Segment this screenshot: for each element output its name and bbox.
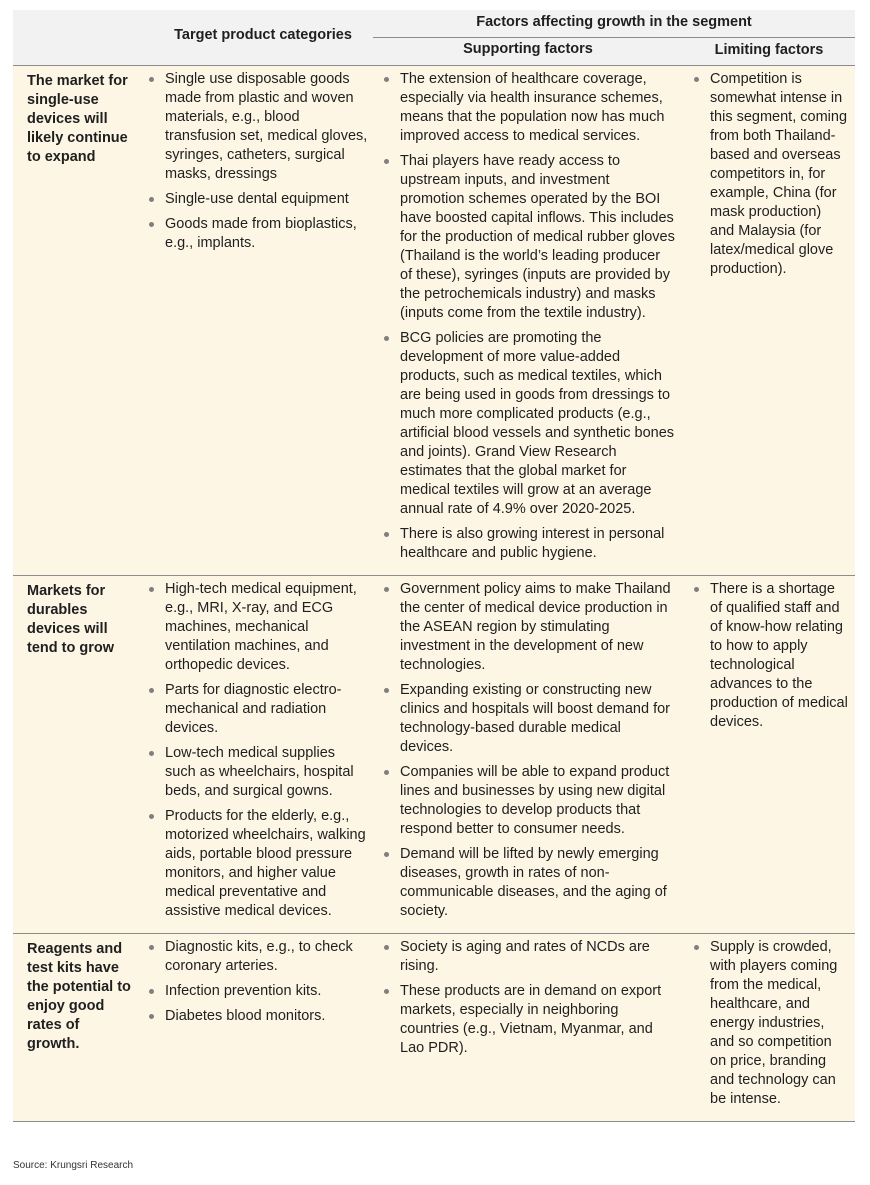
list-item: Companies will be able to expand product lines and businesses by using new digital technologies to develop products that respond better to consumer needs. [372,763,676,839]
supporting-factors-cell [372,66,682,575]
target-categories-cell [137,66,372,575]
list-item: These products are in demand on export markets, especially in neighboring countries (e.g., Vietnam, Myanmar, and Lao PDR). [372,982,676,1058]
supporting-factors-cell [372,934,682,1121]
header-divider [373,37,855,38]
growth-factors-table [13,10,855,1122]
limiting-factors-cell [682,576,855,933]
list-item: The extension of healthcare coverage, especially via health insurance schemes, means that the population now has much improved access to medical services. [372,70,676,146]
list-item: Single use disposable goods made from plastic and woven materials, e.g., blood transfusion set, medical gloves, syringes, catheters, surgical masks, dressings [137,70,368,184]
list-item: Society is aging and rates of NCDs are rising. [372,938,676,976]
supporting-factors-cell [372,576,682,933]
list-item: Parts for diagnostic electro-mechanical and radiation devices. [137,681,368,738]
segment-label: The market for single-use devices will likely continue to expand [27,73,128,165]
list-item: Goods made from bioplastics, e.g., implants. [137,215,368,253]
table-row [13,933,855,1122]
list-item: Infection prevention kits. [137,982,368,1001]
list-item: There is also growing interest in personal healthcare and public hygiene. [372,525,676,563]
list-item: Diagnostic kits, e.g., to check coronary arteries. [137,938,368,976]
list-item: Expanding existing or constructing new clinics and hospitals will boost demand for technology-based durable medical devices. [372,681,676,757]
list-item: Thai players have ready access to upstream inputs, and investment promotion schemes operated by the BOI have boosted capital inflows. This includes for the production of medical rubber gloves (Thailand is the world’s leading producer of these), syringes (inputs are provided by the petrochemicals industry) and masks (inputs come from the textile industry). [372,152,676,323]
list-item: BCG policies are promoting the development of more value-added products, such as medical textiles, which are being used in goods from dressings to much more complicated products (e.g., artificial blood vessels and synthetic bones and joints). Grand View Research estimates that the global market for medical textiles will grow at an average annual rate of 4.9% over 2020-2025. [372,329,676,519]
limiting-factors-cell [682,934,855,1121]
table-row [13,575,855,933]
list-item: High-tech medical equipment, e.g., MRI, X-ray, and ECG machines, mechanical ventilation machines, and orthopedic devices. [137,580,368,675]
target-categories-cell [137,576,372,933]
target-categories-cell [137,934,372,1121]
list-item: Government policy aims to make Thailand the center of medical device production in the ASEAN region by stimulating investment in the development of new technologies. [372,580,676,675]
header-target-categories: Target product categories [174,27,352,43]
segment-label: Reagents and test kits have the potential to enjoy good rates of growth. [27,941,131,1052]
list-item: There is a shortage of qualified staff and of know-how relating to how to apply technological advances to the production of medical devices. [682,580,849,732]
list-item: Supply is crowded, with players coming from the medical, healthcare, and energy industries, and so competition on price, branding and technology can be intense. [682,938,849,1109]
header-limiting-factors: Limiting factors [714,42,824,58]
list-item: Single-use dental equipment [137,190,368,209]
list-item: Demand will be lifted by newly emerging diseases, growth in rates of non-communicable diseases, and the aging of society. [372,845,676,921]
header-growth-factors: Factors affecting growth in the segment [476,14,752,30]
list-item: Low-tech medical supplies such as wheelchairs, hospital beds, and surgical gowns. [137,744,368,801]
table-row [13,65,855,575]
header-supporting-factors: Supporting factors [463,41,593,57]
list-item: Competition is somewhat intense in this segment, coming from both Thailand-based and overseas competitors in, for example, China (for mask production) and Malaysia (for latex/medical glove production). [682,70,849,279]
source-note: Source: Krungsri Research [13,1160,134,1171]
list-item: Diabetes blood monitors. [137,1007,368,1026]
table-header [13,10,855,65]
limiting-factors-cell [682,66,855,575]
segment-label: Markets for durables devices will tend to grow [27,583,114,656]
list-item: Products for the elderly, e.g., motorized wheelchairs, walking aids, portable blood pressure monitors, and higher value medical preventative and assistive medical devices. [137,807,368,921]
